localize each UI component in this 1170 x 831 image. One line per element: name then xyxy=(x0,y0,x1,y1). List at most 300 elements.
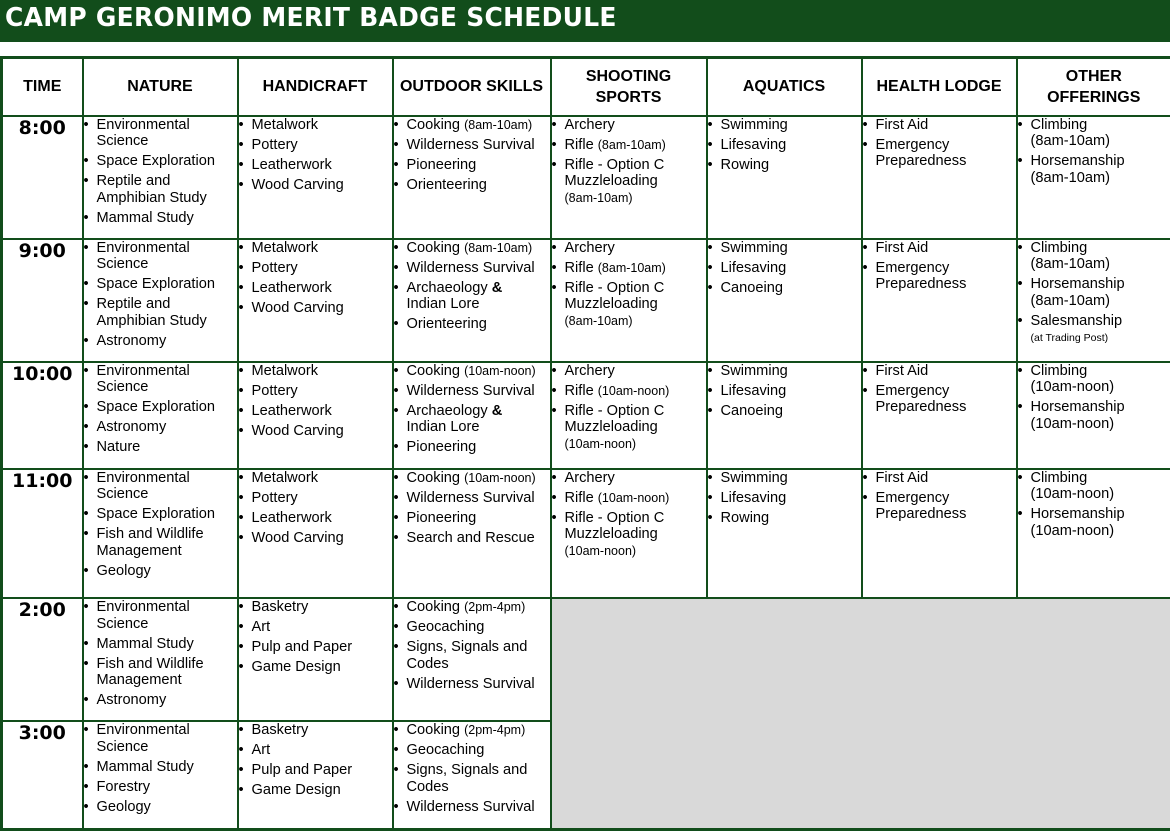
item-label: Lifesaving xyxy=(720,136,787,153)
list-item xyxy=(394,799,550,816)
health-cell xyxy=(862,362,1017,469)
schedule-row xyxy=(2,598,1170,721)
list-item xyxy=(84,526,237,559)
list-item xyxy=(239,722,392,739)
list-item xyxy=(239,530,392,547)
list-item xyxy=(239,510,392,527)
item-label: Space Exploration xyxy=(96,399,215,416)
nature-cell xyxy=(83,469,238,598)
item-label: Leatherwork xyxy=(251,156,332,173)
aquatics-list xyxy=(708,240,861,297)
time-note: (10am-noon) xyxy=(597,490,670,505)
list-item xyxy=(708,260,861,277)
list-item xyxy=(394,619,550,636)
item-label: Swimming xyxy=(720,116,788,133)
item-label: Environmental Science xyxy=(96,469,190,503)
health-list xyxy=(863,240,1016,293)
item-label: Environmental Science xyxy=(96,239,190,273)
item-label: Archaeology xyxy=(406,279,492,296)
other-cell xyxy=(1017,362,1170,469)
item-label: Cooking xyxy=(406,722,465,739)
list-item xyxy=(239,363,392,380)
item-label: Leatherwork xyxy=(251,402,332,419)
schedule-row xyxy=(2,239,1170,362)
item-label: Basketry xyxy=(251,722,309,739)
item-label: Mammal Study xyxy=(96,758,194,775)
item-label: Indian Lore xyxy=(406,419,480,436)
list-item xyxy=(239,639,392,656)
nature-cell xyxy=(83,598,238,721)
list-item xyxy=(394,742,550,759)
ampersand: & xyxy=(491,402,503,419)
item-label: Climbing xyxy=(1030,362,1088,379)
other-list xyxy=(1018,117,1170,187)
list-item xyxy=(552,137,706,154)
list-item xyxy=(1018,399,1170,432)
list-item xyxy=(863,260,1016,293)
outdoor-cell xyxy=(393,116,551,239)
health-list xyxy=(863,470,1016,523)
list-item xyxy=(394,240,550,257)
item-label: Search and Rescue xyxy=(406,529,535,546)
item-label: Emergency Preparedness xyxy=(875,136,967,169)
time-note: (8am-10am) xyxy=(564,190,633,205)
item-label: Game Design xyxy=(251,782,341,799)
handicraft-list xyxy=(239,363,392,440)
nature-cell xyxy=(83,362,238,469)
handicraft-cell xyxy=(238,469,393,598)
item-label: Indian Lore xyxy=(406,296,480,313)
shooting-cell xyxy=(551,362,707,469)
other-cell xyxy=(1017,469,1170,598)
item-label: Horsemanship xyxy=(1030,153,1125,169)
item-label: Signs, Signals and Codes xyxy=(406,762,528,795)
header-row xyxy=(2,58,1170,116)
list-item xyxy=(394,363,550,380)
outdoor-cell xyxy=(393,598,551,721)
time-note: (8am-10am) xyxy=(564,313,633,328)
item-label: Climbing xyxy=(1030,239,1088,256)
outdoor-cell xyxy=(393,362,551,469)
other-list xyxy=(1018,240,1170,347)
list-item xyxy=(1018,470,1170,503)
outdoor-cell xyxy=(393,239,551,362)
time-cell: 8:00 xyxy=(2,116,83,239)
aquatics-cell xyxy=(707,239,862,362)
list-item xyxy=(394,722,550,739)
list-item xyxy=(239,762,392,779)
item-label: Environmental Science xyxy=(96,599,190,632)
item-label: Archery xyxy=(564,362,615,379)
nature-list xyxy=(84,470,237,580)
list-item xyxy=(552,260,706,277)
item-label: Wood Carving xyxy=(251,422,344,439)
item-label: Orienteering xyxy=(406,176,487,193)
item-label: Swimming xyxy=(720,469,788,486)
shooting-list xyxy=(552,363,706,453)
item-label: Mammal Study xyxy=(96,635,194,652)
list-item xyxy=(708,470,861,487)
list-item xyxy=(863,240,1016,257)
aquatics-list xyxy=(708,363,861,420)
list-item xyxy=(708,490,861,507)
time-note: (8am-10am) xyxy=(597,260,666,275)
nature-list xyxy=(84,240,237,350)
health-list xyxy=(863,363,1016,416)
list-item xyxy=(84,240,237,273)
item-label: Cooking xyxy=(406,239,465,256)
list-item xyxy=(84,419,237,436)
time-note: (10am-noon) xyxy=(464,363,536,378)
item-label: Astronomy xyxy=(96,419,167,436)
health-cell xyxy=(862,469,1017,598)
schedule-row xyxy=(2,362,1170,469)
list-item xyxy=(708,403,861,420)
list-item xyxy=(394,137,550,154)
item-label: First Aid xyxy=(875,469,929,486)
item-label: Pottery xyxy=(251,259,298,276)
item-label: Environmental Science xyxy=(96,362,190,396)
item-label: Cooking xyxy=(406,116,465,133)
item-label: First Aid xyxy=(875,116,929,133)
time-note: (8am-10am) xyxy=(1030,256,1110,273)
list-item xyxy=(84,296,237,329)
list-item xyxy=(394,530,550,547)
handicraft-cell xyxy=(238,239,393,362)
aquatics-list xyxy=(708,117,861,174)
item-label: Basketry xyxy=(251,599,309,616)
time-note: (10am-noon) xyxy=(1030,379,1115,396)
header-other-line1: OTHER xyxy=(1065,67,1122,85)
item-label: Rifle xyxy=(564,489,598,506)
header-shooting-sports xyxy=(551,58,707,116)
nature-list xyxy=(84,722,237,815)
list-item xyxy=(552,490,706,507)
list-item xyxy=(239,300,392,317)
nature-cell xyxy=(83,239,238,362)
item-label: Pioneering xyxy=(406,509,477,526)
list-item xyxy=(84,153,237,170)
list-item xyxy=(552,157,706,207)
item-label: Art xyxy=(251,742,271,759)
aquatics-list xyxy=(708,470,861,527)
time-note: (at Trading Post) xyxy=(1030,332,1109,345)
list-item xyxy=(84,173,237,206)
item-label: Space Exploration xyxy=(96,153,215,169)
list-item xyxy=(863,470,1016,487)
item-label: Wood Carving xyxy=(251,176,344,193)
list-item xyxy=(708,280,861,297)
list-item xyxy=(84,439,237,456)
list-item xyxy=(708,117,861,134)
list-item xyxy=(239,383,392,400)
list-item xyxy=(394,260,550,277)
list-item xyxy=(552,403,706,453)
list-item xyxy=(863,363,1016,380)
aquatics-cell xyxy=(707,116,862,239)
item-label: Pulp and Paper xyxy=(251,639,353,656)
time-note: (8am-10am) xyxy=(1030,292,1110,309)
item-label: Climbing xyxy=(1030,116,1088,133)
shooting-cell xyxy=(551,239,707,362)
health-cell xyxy=(862,116,1017,239)
list-item xyxy=(708,157,861,174)
time-note: (8am-10am) xyxy=(464,117,533,132)
handicraft-cell xyxy=(238,116,393,239)
item-label: Geocaching xyxy=(406,742,485,759)
item-label: Rifle xyxy=(564,136,598,153)
item-label: Swimming xyxy=(720,239,788,256)
item-label: Wilderness Survival xyxy=(406,675,535,692)
health-cell xyxy=(862,239,1017,362)
other-cell xyxy=(1017,116,1170,239)
handicraft-list xyxy=(239,240,392,317)
list-item xyxy=(239,157,392,174)
list-item xyxy=(1018,276,1170,309)
header-time: TIME xyxy=(2,58,83,116)
list-item xyxy=(552,470,706,487)
handicraft-cell xyxy=(238,362,393,469)
item-label: Metalwork xyxy=(251,362,318,379)
item-label: Horsemanship xyxy=(1030,506,1125,523)
list-item xyxy=(239,117,392,134)
item-label: Environmental Science xyxy=(96,722,190,755)
list-item xyxy=(84,399,237,416)
handicraft-cell xyxy=(238,598,393,721)
title-bar xyxy=(0,0,1170,42)
time-cell: 9:00 xyxy=(2,239,83,362)
list-item xyxy=(239,240,392,257)
list-item xyxy=(394,470,550,487)
item-label: Archaeology xyxy=(406,402,492,419)
outdoor-cell xyxy=(393,721,551,829)
time-note: (8am-10am) xyxy=(1030,133,1110,149)
item-label: Pioneering xyxy=(406,156,477,173)
ampersand: & xyxy=(491,279,503,296)
item-label: Salesmanship xyxy=(1030,312,1123,329)
list-item xyxy=(708,383,861,400)
outdoor-list xyxy=(394,240,550,333)
item-label: Leatherwork xyxy=(251,509,332,526)
nature-list xyxy=(84,117,237,227)
header-other-line2: OFFERINGS xyxy=(1047,88,1141,106)
header-aquatics: AQUATICS xyxy=(707,58,862,116)
list-item xyxy=(552,510,706,560)
outdoor-list xyxy=(394,117,550,194)
list-item xyxy=(394,383,550,400)
time-cell: 11:00 xyxy=(2,469,83,598)
item-label: Space Exploration xyxy=(96,276,215,293)
time-note: (10am-noon) xyxy=(597,383,670,398)
item-label: Rowing xyxy=(720,156,770,173)
list-item xyxy=(84,722,237,755)
outdoor-list xyxy=(394,363,550,456)
list-item xyxy=(394,510,550,527)
schedule-body xyxy=(2,116,1170,830)
time-note: (10am-noon) xyxy=(1030,415,1115,432)
list-item xyxy=(1018,363,1170,396)
list-item xyxy=(394,490,550,507)
list-item xyxy=(394,316,550,333)
item-label: Canoeing xyxy=(720,279,783,296)
item-label: Wilderness Survival xyxy=(406,798,535,815)
list-item xyxy=(239,177,392,194)
shooting-list xyxy=(552,240,706,330)
list-item xyxy=(239,599,392,616)
list-item xyxy=(552,280,706,330)
outdoor-list xyxy=(394,599,550,692)
item-label: Cooking xyxy=(406,599,465,616)
list-item xyxy=(84,276,237,293)
item-label: Wilderness Survival xyxy=(406,382,535,399)
list-item xyxy=(552,117,706,134)
header-health-lodge: HEALTH LODGE xyxy=(862,58,1017,116)
item-label: Leatherwork xyxy=(251,279,332,296)
time-note: (8am-10am) xyxy=(1030,169,1110,186)
schedule-row xyxy=(2,116,1170,239)
item-label: Horsemanship xyxy=(1030,276,1125,293)
header-nature: NATURE xyxy=(83,58,238,116)
handicraft-list xyxy=(239,599,392,676)
item-label: Reptile and Amphibian Study xyxy=(96,173,207,206)
list-item xyxy=(84,799,237,816)
empty-gray-area xyxy=(551,598,1170,829)
item-label: Swimming xyxy=(720,362,788,379)
list-item xyxy=(1018,506,1170,539)
list-item xyxy=(863,137,1016,170)
nature-list xyxy=(84,599,237,709)
item-label: Emergency Preparedness xyxy=(875,382,967,416)
item-label: Orienteering xyxy=(406,316,487,333)
item-label: Wilderness Survival xyxy=(406,136,535,153)
other-list xyxy=(1018,470,1170,540)
item-label: Pioneering xyxy=(406,439,477,456)
item-label: Signs, Signals and Codes xyxy=(406,639,528,672)
nature-cell xyxy=(83,116,238,239)
list-item xyxy=(708,510,861,527)
item-label: Pottery xyxy=(251,136,298,153)
list-item xyxy=(84,656,237,689)
list-item xyxy=(84,470,237,503)
list-item xyxy=(239,423,392,440)
time-note: (8am-10am) xyxy=(464,240,533,255)
list-item xyxy=(708,240,861,257)
list-item xyxy=(84,779,237,796)
schedule-table xyxy=(0,56,1170,831)
item-label: Archery xyxy=(564,239,615,256)
item-label: Rifle - Option C Muzzleloading xyxy=(564,402,665,436)
time-note: (10am-noon) xyxy=(564,436,637,451)
list-item xyxy=(394,177,550,194)
item-label: Geology xyxy=(96,562,151,579)
item-label: Astronomy xyxy=(96,332,167,349)
list-item xyxy=(394,439,550,456)
health-list xyxy=(863,117,1016,170)
list-item xyxy=(239,782,392,799)
other-cell xyxy=(1017,239,1170,362)
item-label: Geocaching xyxy=(406,619,485,636)
list-item xyxy=(239,280,392,297)
item-label: Archery xyxy=(564,116,615,133)
list-item xyxy=(1018,313,1170,347)
list-item xyxy=(84,333,237,350)
list-item xyxy=(84,563,237,580)
list-item xyxy=(552,240,706,257)
list-item xyxy=(239,619,392,636)
list-item xyxy=(394,403,550,436)
list-item xyxy=(239,470,392,487)
schedule-row xyxy=(2,469,1170,598)
handicraft-list xyxy=(239,470,392,547)
list-item xyxy=(552,383,706,400)
list-item xyxy=(394,599,550,616)
header-other-offerings xyxy=(1017,58,1170,116)
list-item xyxy=(394,639,550,672)
list-item xyxy=(84,363,237,396)
time-cell: 2:00 xyxy=(2,598,83,721)
shooting-cell xyxy=(551,116,707,239)
item-label: Wood Carving xyxy=(251,299,344,316)
item-label: Nature xyxy=(96,439,141,456)
item-label: Rifle - Option C Muzzleloading xyxy=(564,279,665,313)
header-outdoor-skills: OUTDOOR SKILLS xyxy=(393,58,551,116)
item-label: Lifesaving xyxy=(720,489,787,506)
item-label: First Aid xyxy=(875,362,929,379)
header-shooting-line2: SPORTS xyxy=(595,88,662,106)
shooting-list xyxy=(552,117,706,207)
item-label: Archery xyxy=(564,469,615,486)
item-label: Metalwork xyxy=(251,116,318,133)
list-item xyxy=(84,506,237,523)
aquatics-cell xyxy=(707,469,862,598)
time-cell: 10:00 xyxy=(2,362,83,469)
item-label: Rifle - Option C Muzzleloading xyxy=(564,509,665,543)
time-note: (8am-10am) xyxy=(597,137,666,152)
item-label: Emergency Preparedness xyxy=(875,259,967,293)
list-item xyxy=(84,692,237,709)
item-label: Wood Carving xyxy=(251,529,344,546)
list-item xyxy=(394,676,550,693)
shooting-list xyxy=(552,470,706,560)
item-label: Rifle xyxy=(564,259,598,276)
page-title: CAMP GERONIMO MERIT BADGE SCHEDULE xyxy=(5,3,617,33)
item-label: Lifesaving xyxy=(720,259,787,276)
list-item xyxy=(84,599,237,632)
header-shooting-line1: SHOOTING xyxy=(585,67,672,85)
item-label: Geology xyxy=(96,798,151,815)
time-cell: 3:00 xyxy=(2,721,83,829)
item-label: Wilderness Survival xyxy=(406,489,535,506)
item-label: Lifesaving xyxy=(720,382,787,399)
shooting-cell xyxy=(551,469,707,598)
handicraft-list xyxy=(239,117,392,194)
list-item xyxy=(1018,153,1170,186)
item-label: Fish and Wildlife Management xyxy=(96,655,204,689)
item-label: Space Exploration xyxy=(96,506,215,523)
item-label: Astronomy xyxy=(96,692,167,709)
list-item xyxy=(84,759,237,776)
aquatics-cell xyxy=(707,362,862,469)
header-handicraft: HANDICRAFT xyxy=(238,58,393,116)
outdoor-list xyxy=(394,470,550,547)
handicraft-cell xyxy=(238,721,393,829)
item-label: Canoeing xyxy=(720,402,783,419)
list-item xyxy=(552,363,706,380)
item-label: Pottery xyxy=(251,489,298,506)
list-item xyxy=(239,137,392,154)
list-item xyxy=(239,742,392,759)
item-label: Game Design xyxy=(251,659,341,676)
